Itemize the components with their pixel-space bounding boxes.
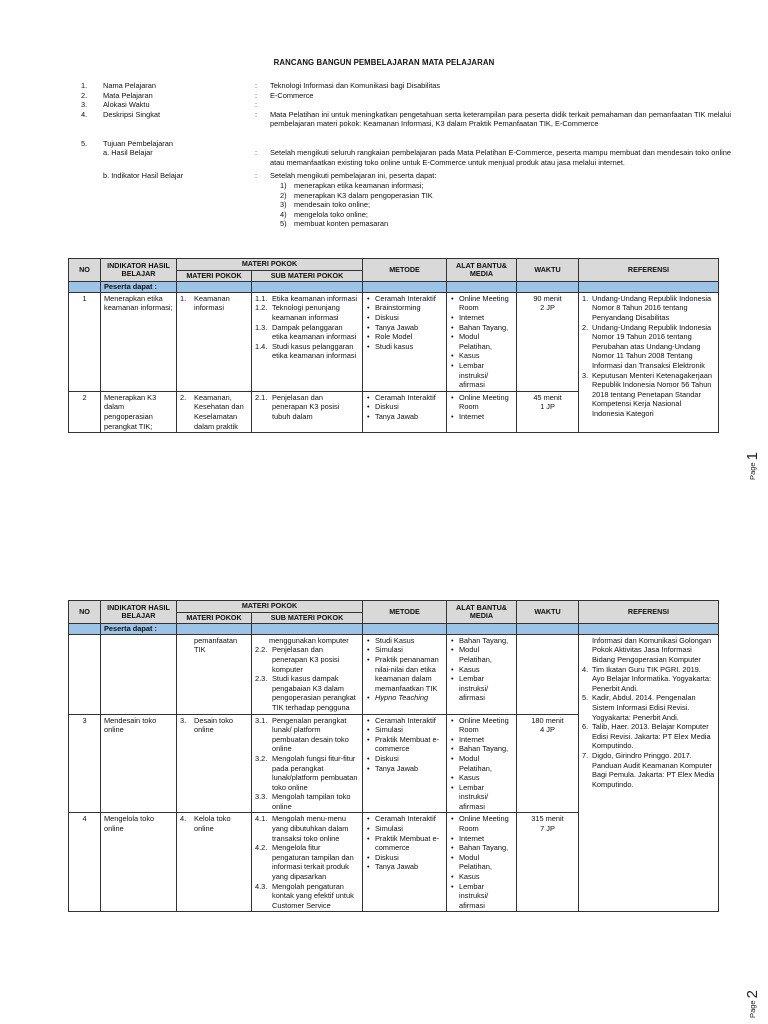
sub-number: 1.3. bbox=[255, 322, 268, 332]
metode-item: • Tanya Jawab bbox=[366, 412, 443, 422]
sub-number: 3.2. bbox=[255, 753, 268, 763]
alat-item: • Internet bbox=[450, 412, 513, 422]
header-materi-group: MATERI POKOK bbox=[177, 259, 363, 271]
item-text: mendesain toko online; bbox=[294, 200, 371, 210]
sub-materi-item bbox=[255, 393, 359, 422]
info-number: 1. bbox=[81, 81, 88, 90]
hasil-belajar-label: a. Hasil Belajar bbox=[103, 148, 153, 158]
metode-item: • Tanya Jawab bbox=[366, 764, 443, 774]
peserta-label: Peserta dapat : bbox=[101, 624, 177, 635]
alat-cell bbox=[447, 292, 517, 391]
ref-number: 4. bbox=[582, 664, 589, 674]
peserta-row bbox=[69, 624, 719, 635]
referensi-lead: Informasi dan Komunikasi Golongan Pokok Aktivitas Jasa Informasi Bidang Pengoperasian Komputer bbox=[592, 635, 712, 664]
ref-text: Digdo, Girindro Pringgo. 2017. Panduan Audit Keamanan Komputer Bagi Pemula. Jakarta: PT Elex Media Komputindo. bbox=[592, 750, 715, 789]
materi-number: 3. bbox=[180, 715, 187, 725]
referensi-cell bbox=[579, 634, 719, 912]
waktu-cell bbox=[517, 391, 579, 432]
metode-item: • Tanya Jawab bbox=[366, 862, 443, 872]
rpp-table-page-2 bbox=[68, 600, 719, 912]
waktu-cell bbox=[517, 813, 579, 912]
row-number: 4 bbox=[69, 813, 101, 912]
metode-item: • Praktik Membuat e-commerce bbox=[366, 735, 443, 754]
info-value: Teknologi Informasi dan Komunikasi bagi Disabilitas bbox=[270, 81, 441, 90]
document-page-2 bbox=[0, 540, 768, 1024]
alat-item: • Modul Pelatihan, bbox=[450, 754, 513, 773]
colon: : bbox=[255, 81, 258, 90]
colon: : bbox=[255, 100, 258, 110]
metode-item: • Ceramah Interaktif bbox=[366, 294, 443, 304]
header-no: NO bbox=[69, 259, 101, 282]
alat-item: • Bahan Tayang, bbox=[450, 843, 513, 853]
header-referensi: REFERENSI bbox=[579, 601, 719, 624]
ref-number: 6. bbox=[582, 722, 589, 732]
ref-number: 1. bbox=[582, 293, 589, 303]
sub-number: 1.1. bbox=[255, 293, 268, 303]
sub-materi-item bbox=[255, 792, 359, 811]
waktu-jp: 4 JP bbox=[540, 725, 555, 735]
materi-cell bbox=[177, 714, 252, 813]
materi-text: Keamanan, Kesehatan dan Keselamatan dalam praktik bbox=[194, 392, 244, 431]
page-word: Page bbox=[748, 462, 758, 480]
page-number-1 bbox=[744, 452, 762, 480]
sub-materi-item bbox=[255, 882, 359, 911]
metode-item: • Diskusi bbox=[366, 402, 443, 412]
alat-item: • Internet bbox=[450, 735, 513, 745]
indikator-cell: Menerapkan K3 dalam pengoperasian perangkat TIK; bbox=[101, 391, 177, 432]
ref-number: 3. bbox=[582, 370, 589, 380]
info-number: 4. bbox=[81, 109, 88, 119]
referensi-item bbox=[582, 371, 715, 419]
sub-number: 2.2. bbox=[255, 645, 268, 655]
metode-item: • Diskusi bbox=[366, 853, 443, 863]
waktu-menit: 90 menit bbox=[533, 293, 562, 303]
page-2-content bbox=[0, 540, 768, 1024]
peserta-row bbox=[69, 282, 719, 293]
indikator-row bbox=[81, 171, 731, 229]
page-1-content bbox=[0, 0, 768, 488]
metode-item: • Brainstorming bbox=[366, 303, 443, 313]
waktu-menit: 180 menit bbox=[531, 715, 564, 725]
header-alat: ALAT BANTU& MEDIA bbox=[447, 601, 517, 624]
info-label: Nama Pelajaran bbox=[103, 81, 156, 90]
materi-cell bbox=[177, 292, 252, 391]
indikator-cell: Menerapkan etika keamanan informasi; bbox=[101, 292, 177, 391]
header-sub-materi: SUB MATERI POKOK bbox=[252, 612, 363, 624]
alat-item: • Modul Pelatihan, bbox=[450, 645, 513, 664]
sub-materi-cell bbox=[252, 292, 363, 391]
referensi-item bbox=[582, 665, 715, 694]
sub-number: 4.1. bbox=[255, 814, 268, 824]
item-number: 4) bbox=[280, 209, 287, 219]
info-row bbox=[81, 91, 731, 101]
metode-cell bbox=[363, 813, 447, 912]
hasil-belajar-row bbox=[81, 148, 731, 167]
metode-cell bbox=[363, 714, 447, 813]
header-indikator: INDIKATOR HASIL BELAJAR bbox=[101, 601, 177, 624]
header-materi: MATERI POKOK bbox=[177, 270, 252, 282]
info-value: E-Commerce bbox=[270, 90, 314, 100]
page-num: 2 bbox=[744, 990, 762, 999]
alat-item: • Lembar instruksi/ afirmasi bbox=[450, 674, 513, 703]
header-metode: METODE bbox=[363, 601, 447, 624]
indikator-item bbox=[280, 219, 731, 229]
tujuan-label: Tujuan Pembelajaran bbox=[103, 138, 173, 148]
sub-materi-item bbox=[255, 342, 359, 361]
alat-item: • Kasus bbox=[450, 665, 513, 675]
header-materi: MATERI POKOK bbox=[177, 612, 252, 624]
alat-cell bbox=[447, 813, 517, 912]
item-number: 3) bbox=[280, 200, 287, 210]
alat-item: • Online Meeting Room bbox=[450, 393, 513, 412]
header-no: NO bbox=[69, 601, 101, 624]
waktu-menit: 45 menit bbox=[533, 392, 562, 402]
sub-materi-cell bbox=[252, 714, 363, 813]
alat-item: • Internet bbox=[450, 834, 513, 844]
metode-item: • Simulasi bbox=[366, 824, 443, 834]
info-number: 3. bbox=[81, 100, 88, 110]
metode-cell bbox=[363, 391, 447, 432]
sub-materi-cell bbox=[252, 813, 363, 912]
info-row bbox=[81, 110, 731, 129]
alat-item: • Lembar instruksi/ afirmasi bbox=[450, 783, 513, 812]
sub-number: 2.1. bbox=[255, 392, 268, 402]
table-row bbox=[69, 292, 719, 391]
waktu-cell bbox=[517, 292, 579, 391]
materi-text: Kelola toko online bbox=[194, 814, 231, 834]
alat-item: • Lembar instruksi/ afirmasi bbox=[450, 882, 513, 911]
ref-text: Tim Ikatan Guru TIK PGRI. 2019. Ayo Belajar Informatika. Yogyakarta: Penerbit Andi. bbox=[592, 664, 712, 693]
waktu-jp: 1 JP bbox=[540, 402, 555, 412]
header-waktu: WAKTU bbox=[517, 601, 579, 624]
tujuan-number: 5. bbox=[81, 138, 88, 148]
sub-materi-item bbox=[255, 814, 359, 843]
metode-item: • Studi kasus bbox=[366, 342, 443, 352]
item-text: menerapkan K3 dalam pengoperasian TIK bbox=[294, 190, 433, 200]
sub-text: Penjelasan dan penerapan K3 posisi komputer bbox=[272, 645, 340, 674]
colon: : bbox=[255, 90, 258, 100]
sub-text: Mengolah pengaturan kontak yang efektif untuk Customer Service bbox=[272, 881, 354, 910]
materi-number: 4. bbox=[180, 814, 187, 824]
header-materi-group: MATERI POKOK bbox=[177, 601, 363, 613]
sub-materi-item bbox=[255, 843, 359, 881]
info-value: Mata Pelatihan ini untuk meningkatkan pengetahuan serta keterampilan para peserta didik terkait pemahaman dan pemanfaatan TIK melalui pembelajaran materi pokok: Keamanan Informasi, K3 dalam Praktik Pemanfaatan TIK, E-Commerce bbox=[270, 109, 731, 129]
sub-number: 3.1. bbox=[255, 715, 268, 725]
metode-item: • Diskusi bbox=[366, 754, 443, 764]
metode-item: • Simulasi bbox=[366, 725, 443, 735]
materi-number: 2. bbox=[180, 392, 187, 402]
sub-text: Studi kasus dampak pengabaian K3 dalam pengoperasian perangkat TIK terhadap pengguna bbox=[272, 674, 356, 712]
indikator-list bbox=[270, 181, 731, 229]
sub-materi-item bbox=[255, 645, 359, 674]
metode-item: • Ceramah Interaktif bbox=[366, 716, 443, 726]
indikator-item bbox=[280, 181, 731, 191]
alat-item: • Modul Pelatihan, bbox=[450, 853, 513, 872]
header-alat: ALAT BANTU& MEDIA bbox=[447, 259, 517, 282]
sub-text: Etika keamanan informasi bbox=[272, 293, 358, 303]
materi-number: 1. bbox=[180, 293, 187, 303]
sub-materi-item bbox=[255, 303, 359, 322]
peserta-label: Peserta dapat : bbox=[101, 282, 177, 293]
page-number-2 bbox=[744, 990, 762, 1018]
ref-number: 2. bbox=[582, 322, 589, 332]
header-referensi: REFERENSI bbox=[579, 259, 719, 282]
referensi-cell bbox=[579, 292, 719, 432]
hasil-belajar-value: Setelah mengikuti seluruh rangkaian pembelajaran pada Mata Pelatihan E-Commerce, peserta mampu membuat dan mendesain toko online atau memanfaatkan existing toko online untuk E-Commerce untuk menjual produk atau jasa melalui internet. bbox=[270, 148, 731, 167]
course-info bbox=[81, 81, 731, 229]
row-number: 2 bbox=[69, 391, 101, 432]
materi-text: Desain toko online bbox=[194, 715, 234, 735]
table-row bbox=[69, 634, 719, 714]
alat-item: • Kasus bbox=[450, 773, 513, 783]
sub-text: Pengenalan perangkat lunak/ platform pembuatan desain toko online bbox=[272, 715, 349, 754]
materi-cell bbox=[177, 391, 252, 432]
sub-materi-item bbox=[255, 674, 359, 712]
alat-item: • Modul Pelatihan, bbox=[450, 332, 513, 351]
colon: : bbox=[255, 109, 258, 119]
alat-item: • Lembar instruksi/ afirmasi bbox=[450, 361, 513, 390]
metode-item: • Diskusi bbox=[366, 313, 443, 323]
sub-text: Mengelola fitur pengaturan tampilan dan informasi terkait produk yang dipasarkan bbox=[272, 843, 354, 882]
sub-text: Teknologi penunjang keamanan informasi bbox=[272, 303, 340, 322]
item-text: menerapkan etika keamanan informasi; bbox=[294, 180, 424, 190]
materi-text: Keamanan informasi bbox=[194, 293, 230, 313]
item-number: 1) bbox=[280, 180, 287, 190]
colon: : bbox=[255, 148, 258, 158]
referensi-item bbox=[582, 751, 715, 789]
alat-item: • Bahan Tayang, bbox=[450, 636, 513, 646]
waktu-menit: 315 menit bbox=[531, 814, 564, 824]
sub-materi-item bbox=[255, 294, 359, 304]
metode-item: • Tanya Jawab bbox=[366, 323, 443, 333]
indikator-label: b. Indikator Hasil Belajar bbox=[103, 171, 184, 181]
header-sub-materi: SUB MATERI POKOK bbox=[252, 270, 363, 282]
sub-number: 1.2. bbox=[255, 303, 268, 313]
ref-text: Kadir, Abdul. 2014. Pengenalan Sistem Informasi Edisi Revisi. Yogyakarta: Penerbit Andi. bbox=[592, 693, 696, 722]
alat-item: • Kasus bbox=[450, 351, 513, 361]
referensi-item bbox=[582, 323, 715, 371]
alat-cell bbox=[447, 634, 517, 714]
alat-cell bbox=[447, 391, 517, 432]
header-waktu: WAKTU bbox=[517, 259, 579, 282]
sub-text: Mengolah tampilan toko online bbox=[272, 792, 351, 811]
metode-item: • Ceramah Interaktif bbox=[366, 814, 443, 824]
metode-item: • Studi Kasus bbox=[366, 636, 443, 646]
indikator-cell: Mengelola toko online bbox=[101, 813, 177, 912]
ref-number: 7. bbox=[582, 750, 589, 760]
ref-text: Keputusan Menteri Ketenagakerjaan Republik Indonesia Nomor 56 Tahun 2018 tentang Penetapan Standar Kompetensi Kerja Nasional Indonesia Kategori bbox=[592, 370, 712, 418]
sub-materi-lead: menggunakan komputer bbox=[269, 635, 349, 645]
sub-number: 1.4. bbox=[255, 341, 268, 351]
indikator-item bbox=[280, 210, 731, 220]
colon: : bbox=[255, 171, 258, 181]
metode-item: • Hypno Teaching bbox=[366, 693, 443, 703]
sub-text: Studi kasus pelanggaran etika keamanan informasi bbox=[272, 341, 357, 361]
info-row bbox=[81, 100, 731, 110]
alat-item: • Internet bbox=[450, 313, 513, 323]
metode-item: • Ceramah Interaktif bbox=[366, 393, 443, 403]
alat-item: • Bahan Tayang, bbox=[450, 323, 513, 333]
metode-item: • Praktik penanaman nilai-nilai dan etika keamanan dalam memanfaatkan TIK bbox=[366, 655, 443, 693]
indikator-intro: Setelah mengikuti pembelajaran ini, peserta dapat: bbox=[270, 171, 437, 181]
alat-item: • Kasus bbox=[450, 872, 513, 882]
sub-materi-item bbox=[255, 754, 359, 792]
ref-text: Talib, Haer. 2013. Belajar Komputer Edisi Revisi. Jakarta: PT Elex Media Komputindo. bbox=[592, 722, 711, 751]
sub-materi-cell bbox=[252, 391, 363, 432]
row-number: 1 bbox=[69, 292, 101, 391]
sub-materi-item bbox=[255, 323, 359, 342]
info-number: 2. bbox=[81, 90, 88, 100]
sub-text: Penjelasan dan penerapan K3 posisi tubuh dalam bbox=[272, 392, 340, 421]
indikator-item bbox=[280, 200, 731, 210]
metode-cell bbox=[363, 292, 447, 391]
waktu-cell bbox=[517, 714, 579, 813]
sub-number: 3.3. bbox=[255, 792, 268, 802]
sub-text: Mengolah fungsi fitur-fitur pada perangkat lunak/platform pembuatan toko online bbox=[272, 753, 358, 792]
waktu-jp: 2 JP bbox=[540, 303, 555, 313]
ref-text: Undang-Undang Republik Indonesia Nomor 19 Tahun 2016 tentang Perubahan atas Undang-Undang Nomor 11 Tahun 2008 Tentang Informasi dan Transaksi Elektronik bbox=[592, 322, 712, 370]
indikator-item bbox=[280, 191, 731, 201]
sub-materi-cell bbox=[252, 634, 363, 714]
sub-materi-item bbox=[255, 716, 359, 754]
alat-item: • Bahan Tayang, bbox=[450, 744, 513, 754]
alat-item: • Online Meeting Room bbox=[450, 814, 513, 833]
ref-text: Undang-Undang Republik Indonesia Nomor 8 Tahun 2016 tentang Penyandang Disabilitas bbox=[592, 293, 712, 322]
page-num: 1 bbox=[744, 452, 762, 461]
alat-cell bbox=[447, 714, 517, 813]
metode-item: • Simulasi bbox=[366, 645, 443, 655]
rpp-table-page-1 bbox=[68, 258, 719, 433]
tujuan-row bbox=[81, 139, 731, 149]
referensi-item bbox=[582, 722, 715, 751]
info-label: Deskripsi Singkat bbox=[103, 109, 161, 119]
sub-number: 4.3. bbox=[255, 881, 268, 891]
materi-cell bbox=[177, 813, 252, 912]
metode-cell bbox=[363, 634, 447, 714]
info-row bbox=[81, 81, 731, 91]
row-number: 3 bbox=[69, 714, 101, 813]
header-metode: METODE bbox=[363, 259, 447, 282]
ref-number: 5. bbox=[582, 693, 589, 703]
alat-item: • Online Meeting Room bbox=[450, 716, 513, 735]
indikator-cell: Mendesain toko online bbox=[101, 714, 177, 813]
waktu-jp: 7 JP bbox=[540, 824, 555, 834]
materi-cell bbox=[177, 634, 252, 714]
item-text: membuat konten pemasaran bbox=[294, 219, 389, 229]
sub-text: Mengolah menu-menu yang dibutuhkan dalam transaksi toko online bbox=[272, 814, 349, 843]
document-title: RANCANG BANGUN PEMBELAJARAN MATA PELAJARAN bbox=[273, 58, 495, 67]
referensi-item bbox=[582, 693, 715, 722]
sub-text: Dampak pelanggaran etika keamanan informasi bbox=[272, 322, 357, 342]
item-text: mengelola toko online; bbox=[294, 209, 368, 219]
metode-item: • Praktik Membuat e-commerce bbox=[366, 834, 443, 853]
sub-number: 4.2. bbox=[255, 843, 268, 853]
metode-item: • Role Model bbox=[366, 332, 443, 342]
header-indikator: INDIKATOR HASIL BELAJAR bbox=[101, 259, 177, 282]
materi-text: pemanfaatan TIK bbox=[194, 635, 238, 655]
item-number: 5) bbox=[280, 219, 287, 229]
info-label: Alokasi Waktu bbox=[103, 100, 150, 110]
page-word: Page bbox=[748, 1000, 758, 1018]
referensi-item bbox=[582, 294, 715, 323]
sub-number: 2.3. bbox=[255, 674, 268, 684]
item-number: 2) bbox=[280, 190, 287, 200]
alat-item: • Online Meeting Room bbox=[450, 294, 513, 313]
info-label: Mata Pelajaran bbox=[103, 90, 153, 100]
